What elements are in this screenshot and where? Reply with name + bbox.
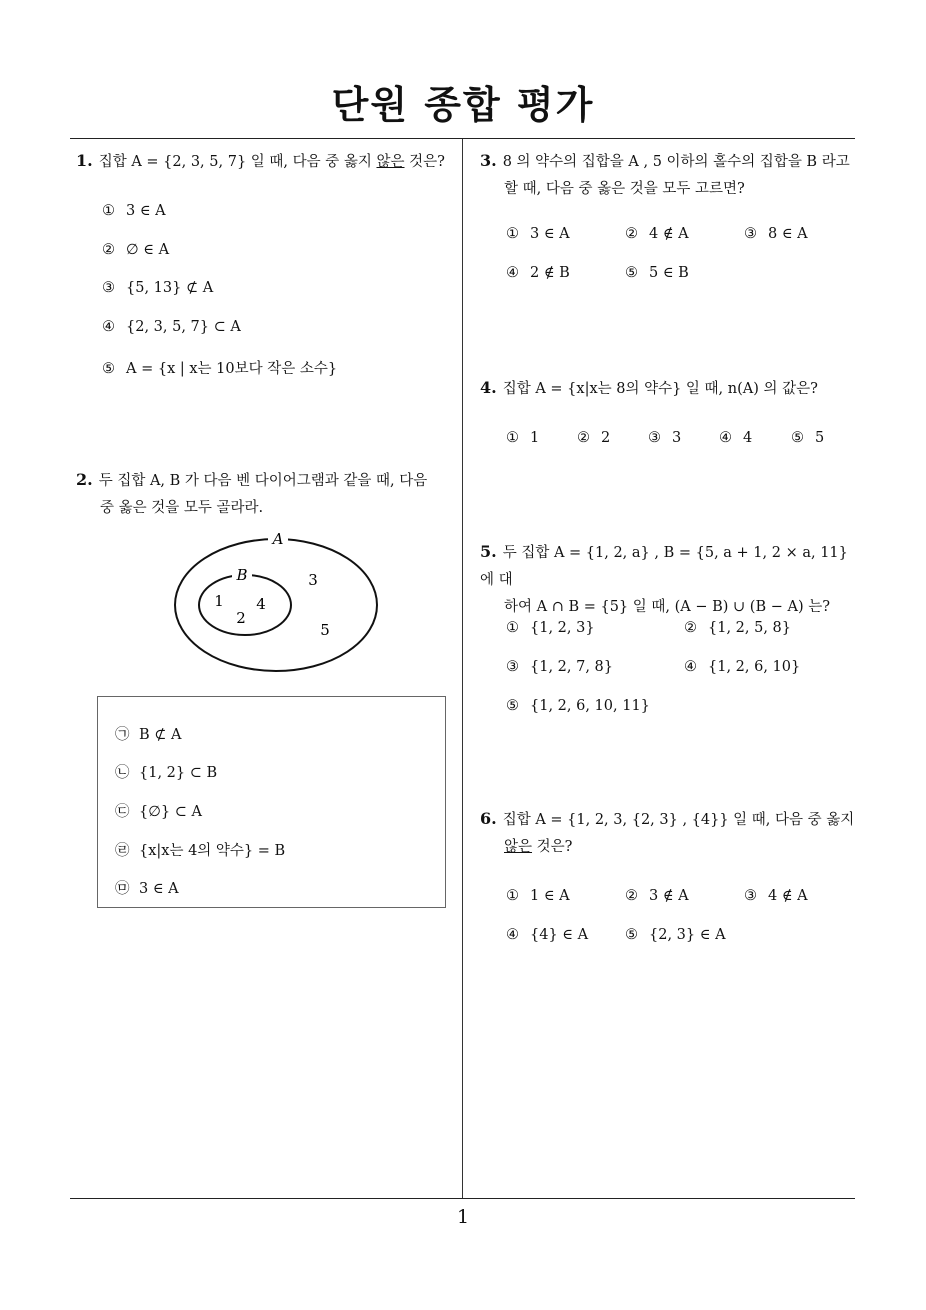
- choice-mark: ㉡: [115, 765, 130, 781]
- question-number: 5.: [480, 542, 497, 561]
- question-1: [76, 147, 456, 176]
- choice-text: 4 ∉ A: [768, 888, 808, 904]
- choice-text: {1, 2, 7, 8}: [530, 659, 614, 675]
- choice-mark: ②: [102, 242, 115, 258]
- choice-mark: ②: [684, 620, 697, 636]
- choice-3-4[interactable]: [506, 265, 570, 281]
- question-number: 2.: [76, 470, 93, 489]
- choice-6-4[interactable]: [506, 927, 588, 943]
- page-number: 1: [456, 1206, 470, 1228]
- choice-text: 3 ∈ A: [530, 226, 570, 242]
- choice-6-3[interactable]: [744, 888, 808, 904]
- choice-2-5[interactable]: [115, 877, 179, 898]
- choice-mark: ㉣: [115, 843, 130, 859]
- choice-mark: ④: [719, 430, 732, 446]
- choice-5-5[interactable]: [506, 698, 650, 714]
- question-4: [480, 374, 860, 403]
- question-number: 3.: [480, 151, 497, 170]
- choice-1-3[interactable]: [102, 280, 213, 296]
- choice-text: A = {x | x는 10보다 작은 소수}: [126, 361, 338, 377]
- choice-mark: ⑤: [102, 361, 115, 377]
- underlined-text: 않은: [376, 154, 405, 170]
- question-text-end: 것은?: [532, 839, 573, 855]
- choice-mark: ㉤: [115, 881, 130, 897]
- choice-text: 3 ∈ A: [139, 881, 179, 897]
- venn-element: 3: [308, 571, 318, 589]
- choice-6-5[interactable]: [625, 927, 726, 943]
- choice-text: 3 ∉ A: [649, 888, 689, 904]
- choice-1-1[interactable]: [102, 203, 166, 219]
- question-text: 집합 A = {2, 3, 5, 7} 일 때, 다음 중 옳지: [98, 154, 377, 170]
- choice-text: {x|x는 4의 약수} = B: [139, 843, 286, 859]
- choice-1-4[interactable]: [102, 319, 241, 335]
- choice-6-2[interactable]: [625, 888, 689, 904]
- choice-mark: ③: [102, 280, 115, 296]
- choice-text: B ⊄ A: [139, 727, 182, 743]
- choice-text: {1, 2, 5, 8}: [708, 620, 792, 636]
- choice-5-2[interactable]: [684, 620, 791, 636]
- choice-mark: ⑤: [506, 698, 519, 714]
- question-5: [480, 538, 860, 621]
- choice-3-3[interactable]: [744, 226, 808, 242]
- choice-3-5[interactable]: [625, 265, 689, 281]
- question-text: 8 의 약수의 집합을 A , 5 이하의 홀수의 집합을 B 라고: [502, 154, 850, 170]
- choice-4-2[interactable]: [577, 430, 610, 446]
- choice-3-2[interactable]: [625, 226, 689, 242]
- page-title: 단원 종합 평가: [331, 83, 595, 127]
- choice-mark: ①: [506, 620, 519, 636]
- choice-6-1[interactable]: [506, 888, 570, 904]
- choice-2-3[interactable]: [115, 800, 202, 821]
- choice-text: {1, 2} ⊂ B: [139, 765, 218, 781]
- choice-mark: ①: [506, 226, 519, 242]
- bottom-divider: [70, 1198, 855, 1199]
- choice-mark: ③: [744, 226, 757, 242]
- question-2: [76, 466, 458, 522]
- venn-diagram: [150, 525, 390, 680]
- choice-5-1[interactable]: [506, 620, 595, 636]
- choice-2-1[interactable]: [115, 723, 182, 744]
- choice-1-2[interactable]: [102, 242, 169, 258]
- choice-mark: ①: [506, 888, 519, 904]
- choice-mark: ②: [625, 226, 638, 242]
- choice-text: 3: [672, 430, 682, 446]
- question-number: 6.: [480, 809, 497, 828]
- venn-element: 2: [236, 609, 246, 627]
- choice-mark: ⑤: [625, 927, 638, 943]
- choice-mark: ②: [577, 430, 590, 446]
- question-text: 두 집합 A, B 가 다음 벤 다이어그램과 같을 때, 다음: [98, 473, 428, 489]
- choice-text: {2, 3} ∈ A: [649, 927, 726, 943]
- column-divider: [462, 139, 463, 1198]
- choice-text: 4 ∉ A: [649, 226, 689, 242]
- choice-mark: ④: [102, 319, 115, 335]
- underlined-text: 않은: [504, 839, 533, 855]
- choice-mark: ④: [506, 265, 519, 281]
- venn-element: 1: [214, 592, 224, 610]
- question-3: [480, 147, 860, 203]
- set-b-label: B: [236, 566, 248, 584]
- question-6: [480, 805, 860, 861]
- choice-4-5[interactable]: [791, 430, 824, 446]
- question-text-end: 것은?: [404, 154, 445, 170]
- choice-mark: ㉢: [115, 804, 130, 820]
- choice-mark: ⑤: [791, 430, 804, 446]
- choice-text: 3 ∈ A: [126, 203, 166, 219]
- choice-2-2[interactable]: [115, 761, 217, 782]
- choice-text: {4} ∈ A: [530, 927, 589, 943]
- choice-text: 2: [601, 430, 611, 446]
- choice-text: {5, 13} ⊄ A: [126, 280, 214, 296]
- choice-mark: ③: [506, 659, 519, 675]
- choice-1-5[interactable]: [102, 357, 337, 378]
- choice-text: 1 ∈ A: [530, 888, 570, 904]
- choice-mark: ④: [506, 927, 519, 943]
- question-text-cont: 중 옳은 것을 모두 골라라.: [100, 500, 264, 516]
- choice-mark: ⑤: [625, 265, 638, 281]
- choice-4-1[interactable]: [506, 430, 539, 446]
- choice-text: {2, 3, 5, 7} ⊂ A: [126, 319, 241, 335]
- choice-4-3[interactable]: [648, 430, 681, 446]
- choice-2-4[interactable]: [115, 839, 285, 860]
- question-text: 집합 A = {1, 2, 3, {2, 3} , {4}} 일 때, 다음 중 옳지: [502, 812, 855, 828]
- choice-mark: ①: [102, 203, 115, 219]
- choice-mark: ②: [625, 888, 638, 904]
- set-a-label: A: [272, 530, 284, 548]
- choice-text: {1, 2, 6, 10}: [708, 659, 801, 675]
- choice-text: {1, 2, 3}: [530, 620, 595, 636]
- choice-mark: ③: [744, 888, 757, 904]
- choice-text: 2 ∉ B: [530, 265, 570, 281]
- question-number: 1.: [76, 151, 93, 170]
- choice-text: {∅} ⊂ A: [139, 804, 202, 820]
- choice-mark: ③: [648, 430, 661, 446]
- question-text: 두 집합 A = {1, 2, a} , B = {5, a + 1, 2 × a, 11} 에 대: [480, 545, 848, 588]
- question-text: 집합 A = {x|x는 8의 약수} 일 때, n(A) 의 값은?: [502, 381, 818, 397]
- set-a-ellipse: [175, 539, 377, 671]
- choice-text: ∅ ∈ A: [126, 242, 170, 258]
- choice-text: 5: [815, 430, 825, 446]
- choice-5-3[interactable]: [506, 659, 613, 675]
- choice-text: 8 ∈ A: [768, 226, 808, 242]
- question-text-cont: 할 때, 다음 중 옳은 것을 모두 고르면?: [504, 181, 745, 197]
- question-text-cont: 하여 A ∩ B = {5} 일 때, (A − B) ∪ (B − A) 는?: [504, 599, 830, 615]
- venn-element: 4: [256, 595, 266, 613]
- choice-text: 5 ∈ B: [649, 265, 689, 281]
- choice-text: 4: [743, 430, 753, 446]
- choice-4-4[interactable]: [719, 430, 752, 446]
- choice-3-1[interactable]: [506, 226, 570, 242]
- choice-mark: ①: [506, 430, 519, 446]
- choice-mark: ㉠: [115, 727, 130, 743]
- question-number: 4.: [480, 378, 497, 397]
- venn-element: 5: [320, 621, 330, 639]
- choice-text: {1, 2, 6, 10, 11}: [530, 698, 650, 714]
- choice-text: 1: [530, 430, 540, 446]
- choice-5-4[interactable]: [684, 659, 800, 675]
- choice-mark: ④: [684, 659, 697, 675]
